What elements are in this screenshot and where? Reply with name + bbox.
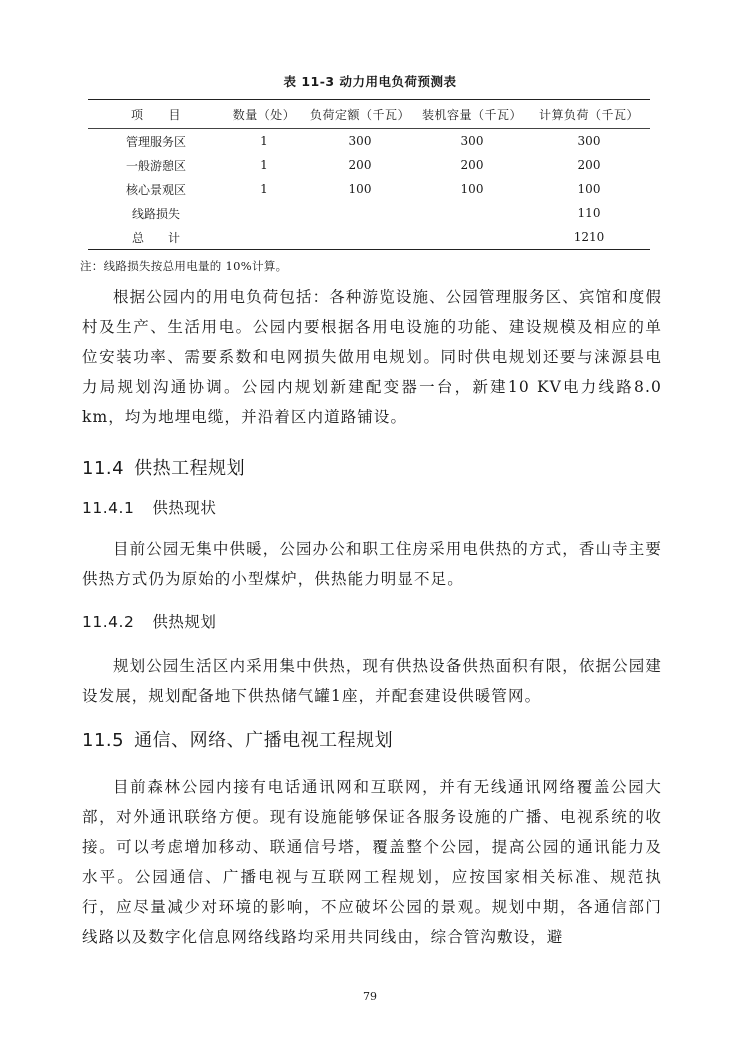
section-heading-11-4 [82, 454, 245, 480]
table-cell: 1 [260, 158, 268, 172]
subsection-title: 供热现状 [152, 499, 217, 517]
communication-paragraph: 目前森林公园内接有电话通讯网和互联网，并有无线通讯网络覆盖公园大部，对外通讯联络方便。现有设施能够保证各服务设施的广播、电视系统的收接。可以考虑增加移动、联通信号塔，覆盖整个公园，提高公园的通讯能力及水平。公园通信、广播电视与互联网工程规划，应按国家相关标准、规范执行，应尽量减少对环境的影响，不应破坏公园的景观。规划中期，各通信部门线路以及数字化信息网络线路均采用共同线由，综合管沟敷设，避 [82, 778, 662, 946]
header-quantity: 数量（处） [232, 107, 296, 122]
subsection-title: 供热规划 [152, 613, 217, 631]
table-cell: 100 [348, 182, 372, 196]
table-cell [304, 225, 416, 250]
section-title: 通信、网络、广播电视工程规划 [134, 730, 394, 751]
subsection-number: 11.4.2 [82, 613, 135, 631]
table-header-row [88, 100, 650, 129]
table-cell: 100 [460, 182, 484, 196]
subsection-heading-11-4-1 [82, 496, 216, 518]
power-paragraph: 根据公园内的用电负荷包括：各种游览设施、公园管理服务区、宾馆和度假村及生产、生活用电。公园内要根据各用电设施的功能、建设规模及相应的单位安装功率、需要系数和电网损失做用电规划。同时供电规划还要与涞源县电力局规划沟通协调。公园内规划新建配变器一台，新建10 KV电力线路8.0 km，均为地埋电缆，并沿着区内道路铺设。 [82, 288, 662, 426]
header-calculated-load: 计算负荷（千瓦） [538, 107, 639, 122]
table-cell [224, 201, 304, 225]
table-cell [416, 201, 528, 225]
table-cell [224, 225, 304, 250]
table-row [88, 201, 650, 225]
table-cell [416, 225, 528, 250]
table-cell: 一般游憩区 [125, 158, 186, 173]
table-cell: 线路损失 [131, 206, 180, 221]
table-cell: 300 [577, 134, 601, 148]
section-number: 11.4 [82, 458, 125, 479]
table-cell: 300 [348, 134, 372, 148]
header-load-quota: 负荷定额（千瓦） [309, 107, 410, 122]
table-cell: 总 计 [131, 230, 180, 245]
table-cell: 1 [260, 182, 268, 196]
table-cell: 200 [460, 158, 484, 172]
table-cell: 管理服务区 [125, 134, 186, 149]
table-cell [304, 201, 416, 225]
page-number: 79 [363, 990, 377, 1003]
heating-status-paragraph: 目前公园无集中供暖，公园办公和职工住房采用电供热的方式，香山寺主要供热方式仍为原始的小型煤炉，供热能力明显不足。 [82, 540, 662, 588]
table-row-total [88, 225, 650, 250]
table-cell: 110 [577, 206, 601, 220]
table-row [88, 177, 650, 201]
table-cell: 1 [260, 134, 268, 148]
subsection-heading-11-4-2 [82, 610, 216, 632]
section-number: 11.5 [82, 730, 125, 751]
header-installed-capacity: 装机容量（千瓦） [421, 107, 522, 122]
table-cell: 100 [577, 182, 601, 196]
section-title: 供热工程规划 [134, 458, 246, 479]
section-heading-11-5 [82, 726, 393, 752]
table-note: 注：线路损失按总用电量的 10%计算。 [80, 259, 288, 273]
heating-plan-paragraph: 规划公园生活区内采用集中供热，现有供热设备供热面积有限，依据公园建设发展，规划配备地下供热储气罐1座，并配套建设供暖管网。 [82, 657, 662, 705]
table-cell: 200 [348, 158, 372, 172]
table-cell: 200 [577, 158, 601, 172]
table-row [88, 129, 650, 154]
table-cell: 300 [460, 134, 484, 148]
table-row [88, 153, 650, 177]
header-item: 项 目 [130, 107, 181, 122]
subsection-number: 11.4.1 [82, 499, 135, 517]
table-title: 表 11-3 动力用电负荷预测表 [283, 74, 457, 89]
table-cell: 1210 [573, 230, 605, 244]
table-cell: 核心景观区 [125, 182, 186, 197]
power-load-table [88, 99, 650, 250]
